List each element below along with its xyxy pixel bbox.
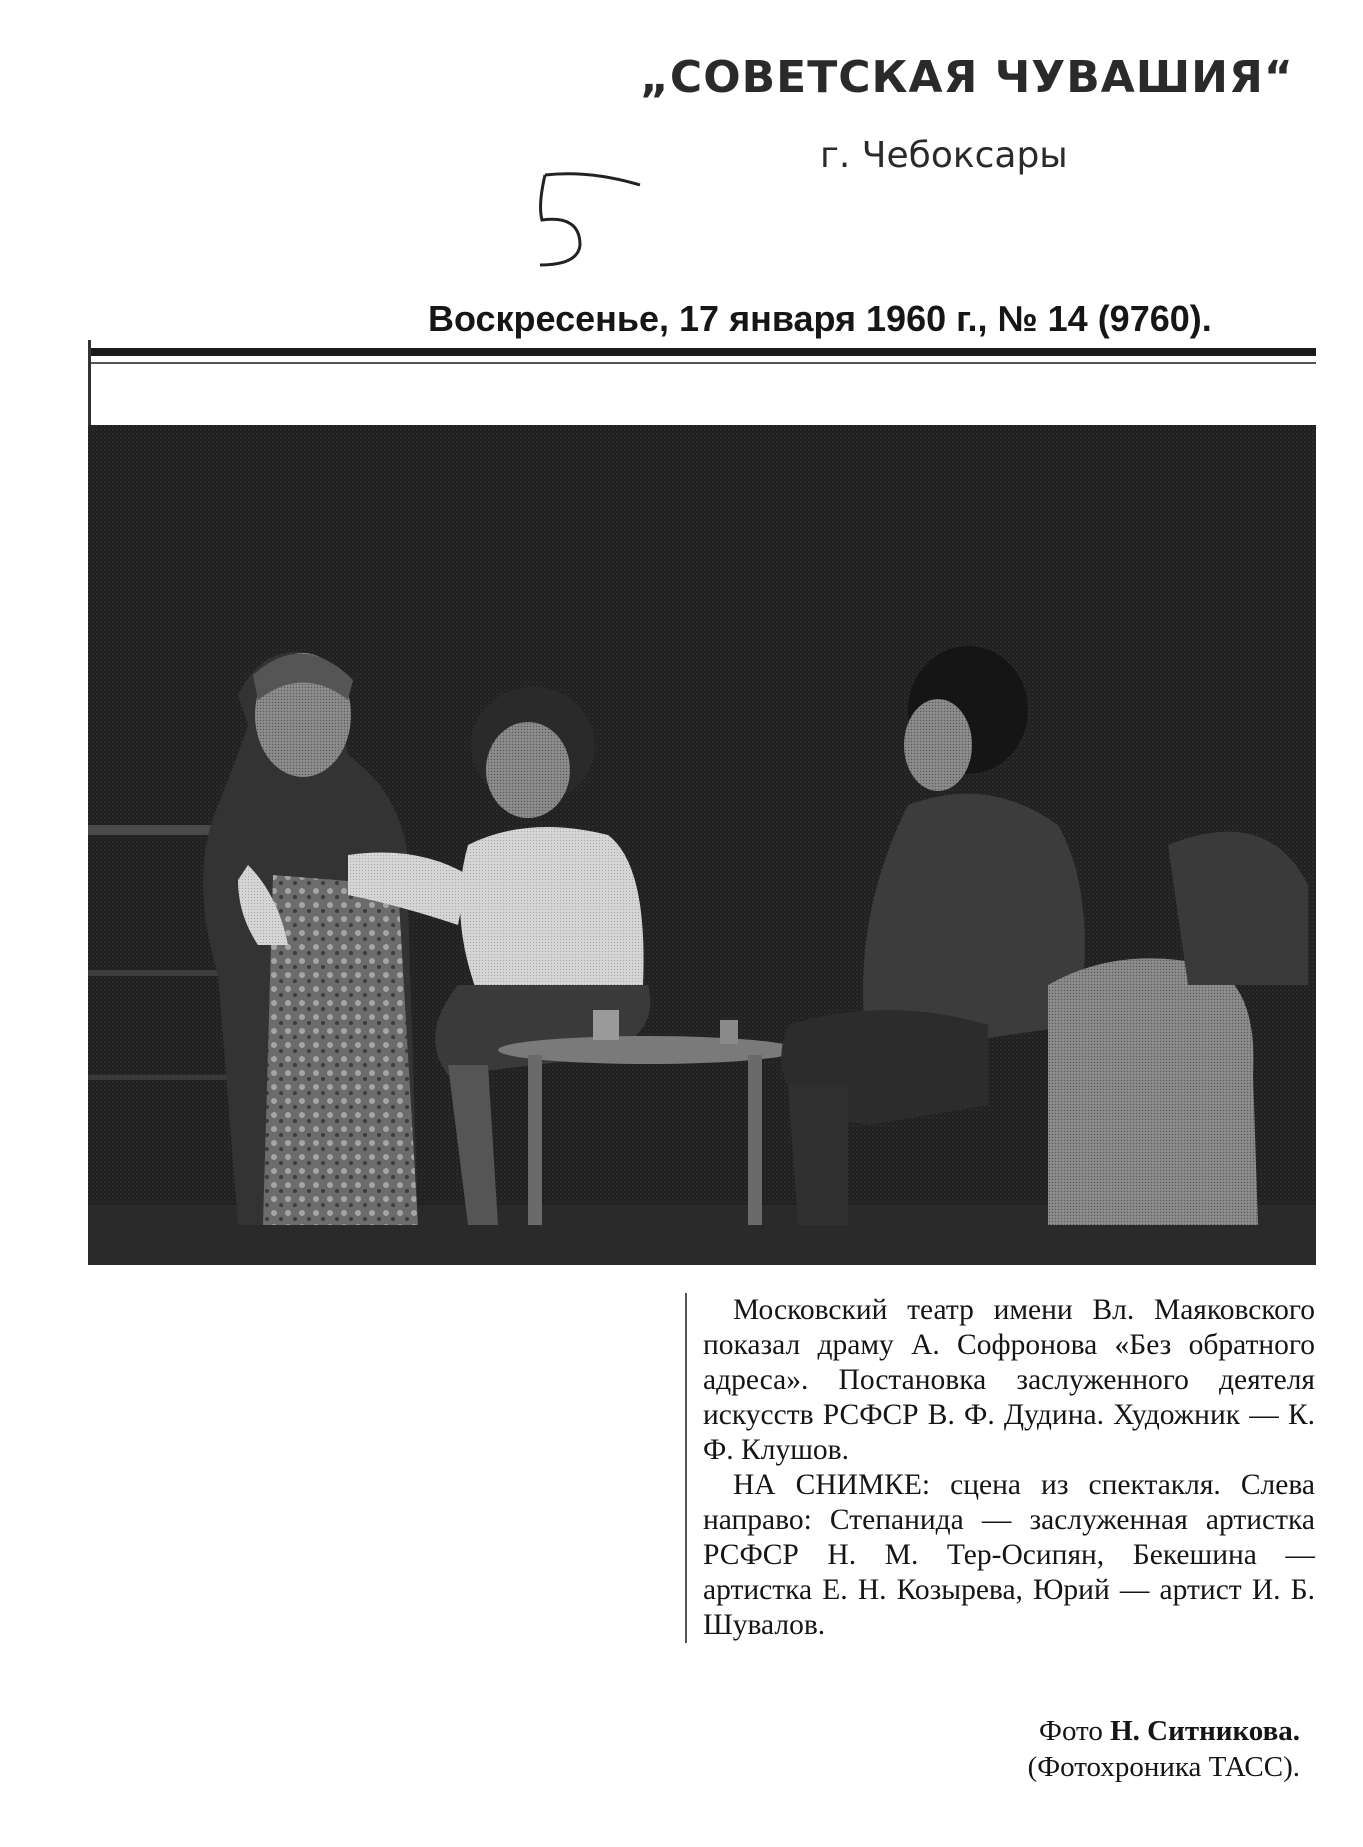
city-stamp: г. Чебоксары (820, 135, 1068, 176)
handwritten-mark (520, 165, 660, 275)
dateline: Воскресенье, 17 января 1960 г., № 14 (9760). (428, 298, 1212, 339)
credit-prefix: Фото (1039, 1715, 1103, 1747)
caption-paragraph: Московский театр имени Вл. Маяковского показал драму А. Софронова «Без обратного адреса». Постановка заслуженного деятеля искусств РСФСР В. Ф. Дудина. Художник — К. Ф. Клушов. (703, 1294, 1315, 1466)
stage-photo (88, 425, 1316, 1265)
header-rule (88, 348, 1316, 356)
caption-paragraph: НА СНИМКЕ: сцена из спектакля. Слева направо: Степанида — заслуженная артистка РСФСР Н. М. Тер-Осипян, Бекешина — артистка Е. Н. Козырева, Юрий — артист И. Б. Шувалов. (703, 1469, 1315, 1641)
left-rule (88, 340, 91, 430)
agency-name: (Фотохроника ТАСС). (1027, 1751, 1300, 1783)
newspaper-stamp: „СОВЕТСКАЯ ЧУВАШИЯ“ (640, 52, 1294, 103)
photo-caption (685, 1293, 1315, 1643)
photo-credit (900, 1713, 1300, 1785)
header-rule-thin (88, 362, 1316, 364)
photographer-name: Н. Ситникова. (1110, 1715, 1300, 1747)
